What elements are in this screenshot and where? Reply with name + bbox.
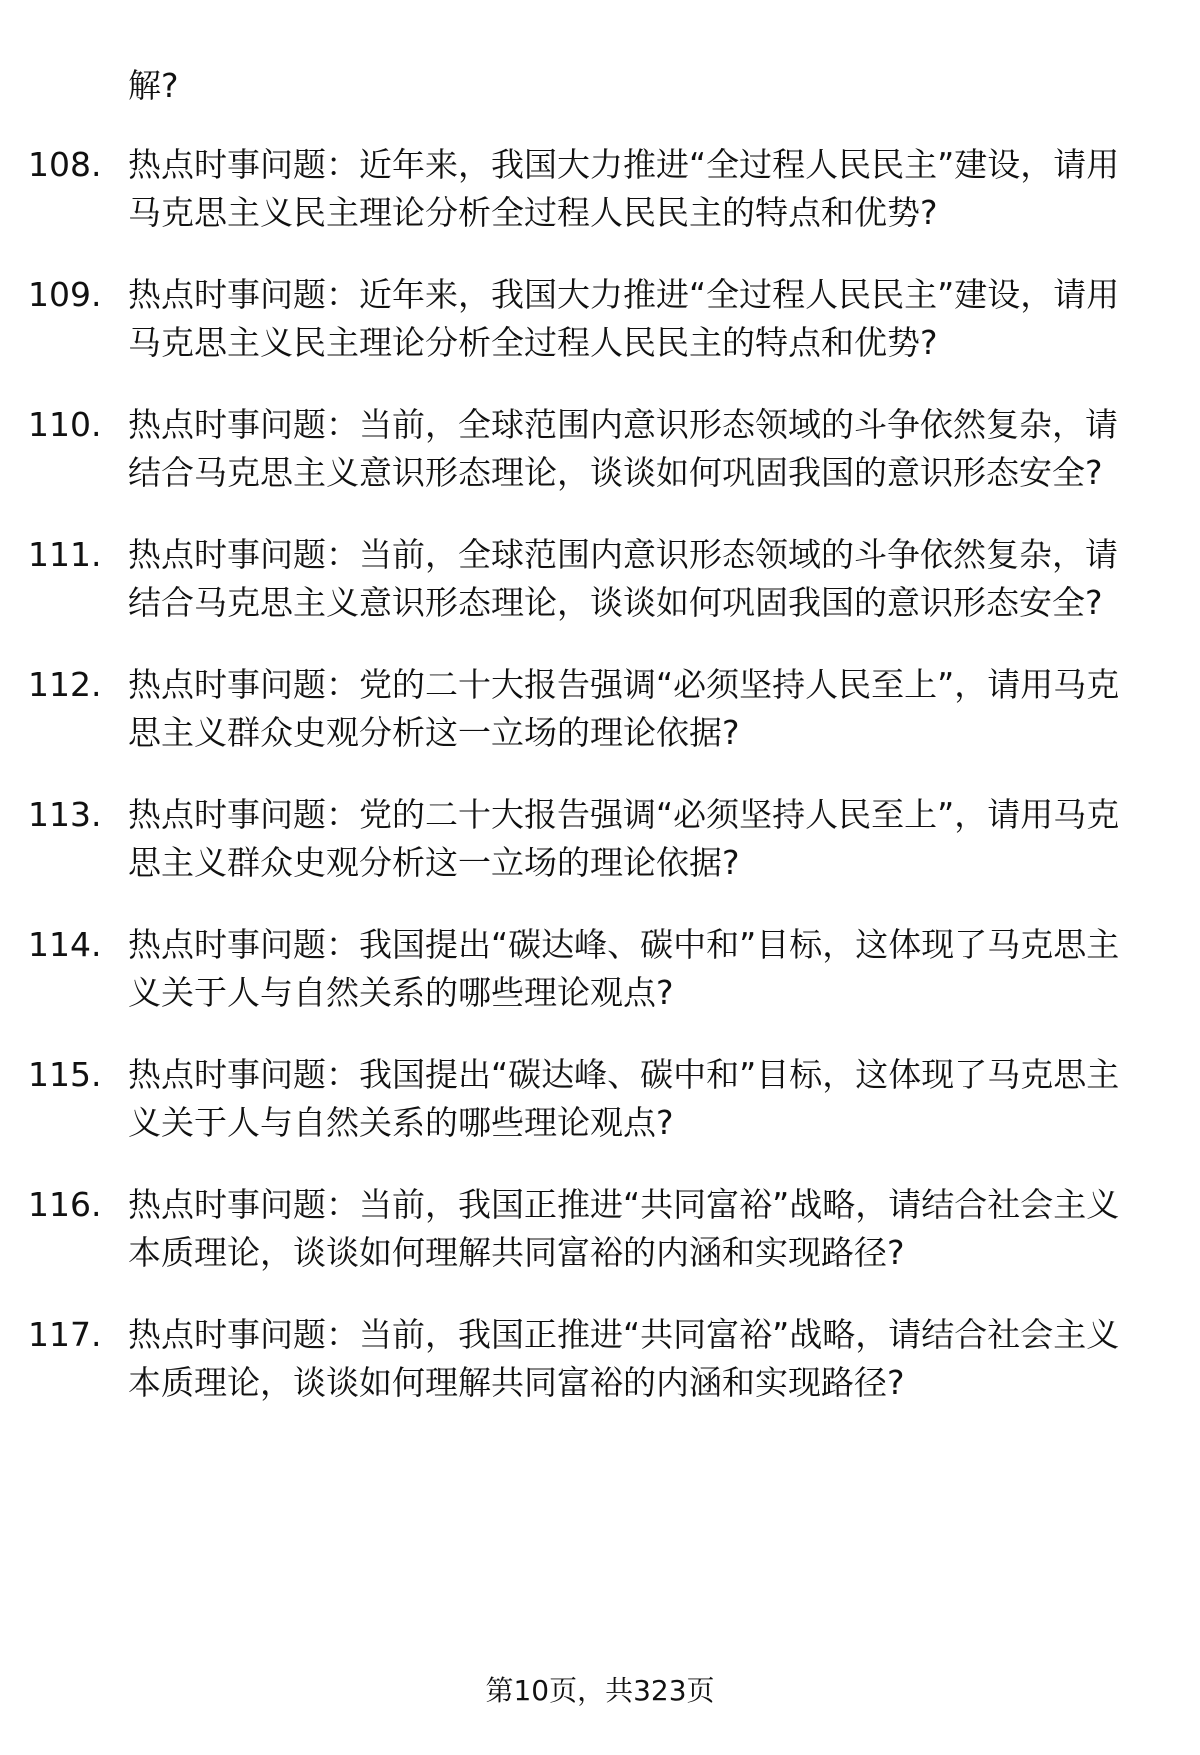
question-number: 114. [28,925,102,964]
question-number: 113. [28,795,102,834]
question-number: 110. [28,405,102,444]
question-text: 热点时事问题：当前，我国正推进“共同富裕”战略，请结合社会主义本质理论，谈谈如何理解共同富裕的内涵和实现路径? [128,1185,1120,1272]
question-text: 热点时事问题：我国提出“碳达峰、碳中和”目标，这体现了马克思主义关于人与自然关系的哪些理论观点? [128,1055,1120,1142]
question-number: 117. [28,1315,102,1354]
question-text: 热点时事问题：近年来，我国大力推进“全过程人民民主”建设，请用马克思主义民主理论分析全过程人民民主的特点和优势? [128,145,1120,232]
question-number: 109. [28,275,102,314]
question-number: 115. [28,1055,102,1094]
question-text: 热点时事问题：当前，全球范围内意识形态领域的斗争依然复杂，请结合马克思主义意识形态理论，谈谈如何巩固我国的意识形态安全? [128,535,1118,622]
question-text: 热点时事问题：党的二十大报告强调“必须坚持人民至上”，请用马克思主义群众史观分析这一立场的理论依据? [128,665,1120,752]
page-footer: 第10页，共323页 [485,1674,715,1707]
question-text: 热点时事问题：近年来，我国大力推进“全过程人民民主”建设，请用马克思主义民主理论分析全过程人民民主的特点和优势? [128,275,1120,362]
question-item [28,791,1148,887]
continuation-text: 解? [128,66,179,105]
question-item [28,531,1148,627]
question-item [28,141,1148,237]
question-list [28,141,1148,1441]
question-item [28,1311,1148,1407]
question-number: 112. [28,665,102,704]
question-item [28,1181,1148,1277]
question-number: 111. [28,535,102,574]
question-number: 116. [28,1185,102,1224]
question-text: 热点时事问题：我国提出“碳达峰、碳中和”目标，这体现了马克思主义关于人与自然关系的哪些理论观点? [128,925,1120,1012]
question-item [28,401,1148,497]
question-text: 热点时事问题：党的二十大报告强调“必须坚持人民至上”，请用马克思主义群众史观分析这一立场的理论依据? [128,795,1120,882]
question-item [28,661,1148,757]
question-item [28,1051,1148,1147]
question-item [28,921,1148,1017]
question-item [28,271,1148,367]
question-text: 热点时事问题：当前，我国正推进“共同富裕”战略，请结合社会主义本质理论，谈谈如何理解共同富裕的内涵和实现路径? [128,1315,1120,1402]
question-number: 108. [28,145,102,184]
question-text: 热点时事问题：当前，全球范围内意识形态领域的斗争依然复杂，请结合马克思主义意识形态理论，谈谈如何巩固我国的意识形态安全? [128,405,1118,492]
